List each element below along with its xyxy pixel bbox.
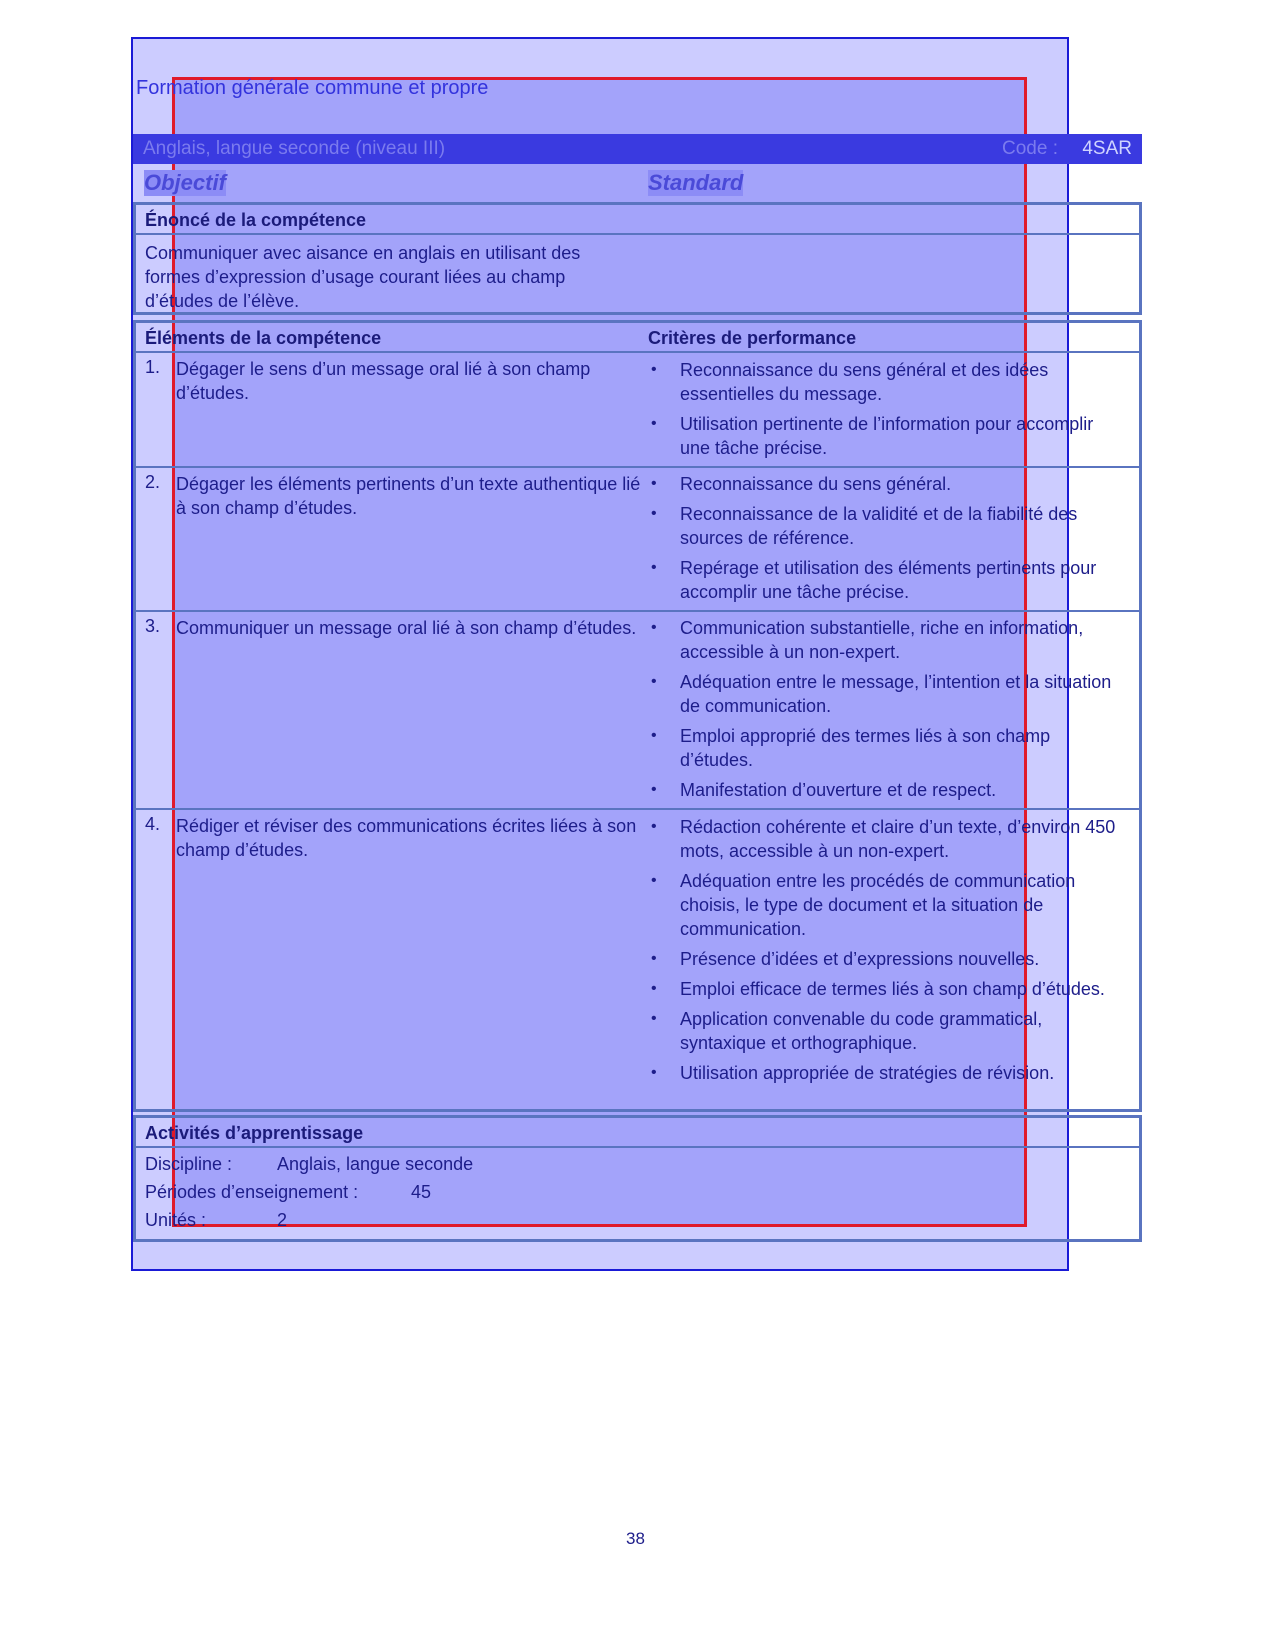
element-row-1: [136, 353, 1139, 466]
criterion-item: • Application convenable du code grammatical, syntaxique et orthographique.: [651, 1009, 1043, 1053]
activites-header: [136, 1118, 1139, 1148]
criterion-item: • Manifestation d’ouverture et de respect.: [651, 780, 997, 800]
course-code-label: Code :: [1002, 138, 1058, 159]
unites-row: [145, 1210, 288, 1231]
unites-value: 2: [277, 1210, 288, 1230]
elements-header: [136, 323, 1139, 353]
criterion-item: • Rédaction cohérente et claire d’un texte, d’environ 450 mots, accessible à un non-expert.: [651, 817, 1116, 861]
enonce-header: [136, 205, 1139, 235]
criterion-item: • Emploi efficace de termes liés à son champ d’études.: [651, 979, 1105, 999]
elements-section: [133, 320, 1142, 1112]
discipline-value: Anglais, langue seconde: [277, 1154, 474, 1174]
criterion-item: • Reconnaissance du sens général et des idées essentielles du message.: [651, 360, 1049, 404]
criterion-item: • Adéquation entre les procédés de communication choisis, le type de document et la situation de communication.: [651, 871, 1076, 939]
element-text: Rédiger et réviser des communications écrites liées à son champ d’études.: [176, 816, 637, 860]
periodes-row: [145, 1182, 432, 1203]
activites-title: Activités d’apprentissage: [145, 1123, 364, 1143]
enonce-section: [133, 202, 1142, 315]
element-number: 2.: [145, 472, 161, 492]
element-text: Dégager le sens d’un message oral lié à son champ d’études.: [176, 359, 591, 403]
elements-title: Éléments de la compétence: [145, 328, 382, 348]
page-number: 38: [626, 1529, 645, 1548]
element-text: Communiquer un message oral lié à son champ d’études.: [176, 618, 637, 638]
criterion-item: • Reconnaissance de la validité et de la fiabilité des sources de référence.: [651, 504, 1078, 548]
criteria-title: Critères de performance: [648, 328, 857, 348]
course-header-bar: [133, 134, 1142, 164]
unites-label: Unités :: [145, 1210, 207, 1230]
criteria-list: [646, 616, 1116, 808]
element-row-3: [136, 610, 1139, 808]
criterion-item: • Repérage et utilisation des éléments pertinents pour accomplir une tâche précise.: [651, 558, 1097, 602]
criterion-item: • Adéquation entre le message, l’intention et la situation de communication.: [651, 672, 1112, 716]
criteria-list: [646, 815, 1116, 1091]
discipline-label: Discipline :: [145, 1154, 233, 1174]
periodes-value: 45: [411, 1182, 432, 1202]
discipline-row: [145, 1154, 474, 1175]
criterion-item: • Utilisation appropriée de stratégies de révision.: [651, 1063, 1055, 1083]
criterion-item: • Présence d’idées et d’expressions nouvelles.: [651, 949, 1040, 969]
course-code: 4SAR: [1082, 138, 1132, 159]
criteria-list: [646, 358, 1116, 466]
criteria-list: [646, 472, 1116, 610]
element-number: 3.: [145, 616, 161, 636]
element-number: 1.: [145, 357, 161, 377]
document-title: Formation générale commune et propre: [136, 77, 489, 99]
criterion-item: • Emploi approprié des termes liés à son champ d’études.: [651, 726, 1051, 770]
activites-section: [133, 1115, 1142, 1242]
element-text: Dégager les éléments pertinents d’un texte authentique lié à son champ d’études.: [176, 474, 641, 518]
standard-heading: Standard: [648, 170, 744, 195]
periodes-label: Périodes d’enseignement :: [145, 1182, 359, 1202]
criterion-item: • Reconnaissance du sens général.: [651, 474, 952, 494]
element-row-4: [136, 808, 1139, 1109]
criterion-item: • Communication substantielle, riche en information, accessible à un non-expert.: [651, 618, 1084, 662]
element-row-2: [136, 466, 1139, 610]
enonce-title: Énoncé de la compétence: [145, 210, 367, 230]
objectif-heading: Objectif: [144, 170, 226, 195]
enonce-text: Communiquer avec aisance en anglais en utilisant des formes d’expression d’usage courant liées au champ d’études de l’élève.: [145, 243, 581, 311]
element-number: 4.: [145, 814, 161, 834]
criterion-item: • Utilisation pertinente de l’information pour accomplir une tâche précise.: [651, 414, 1094, 458]
course-name: Anglais, langue seconde (niveau III): [143, 138, 446, 159]
